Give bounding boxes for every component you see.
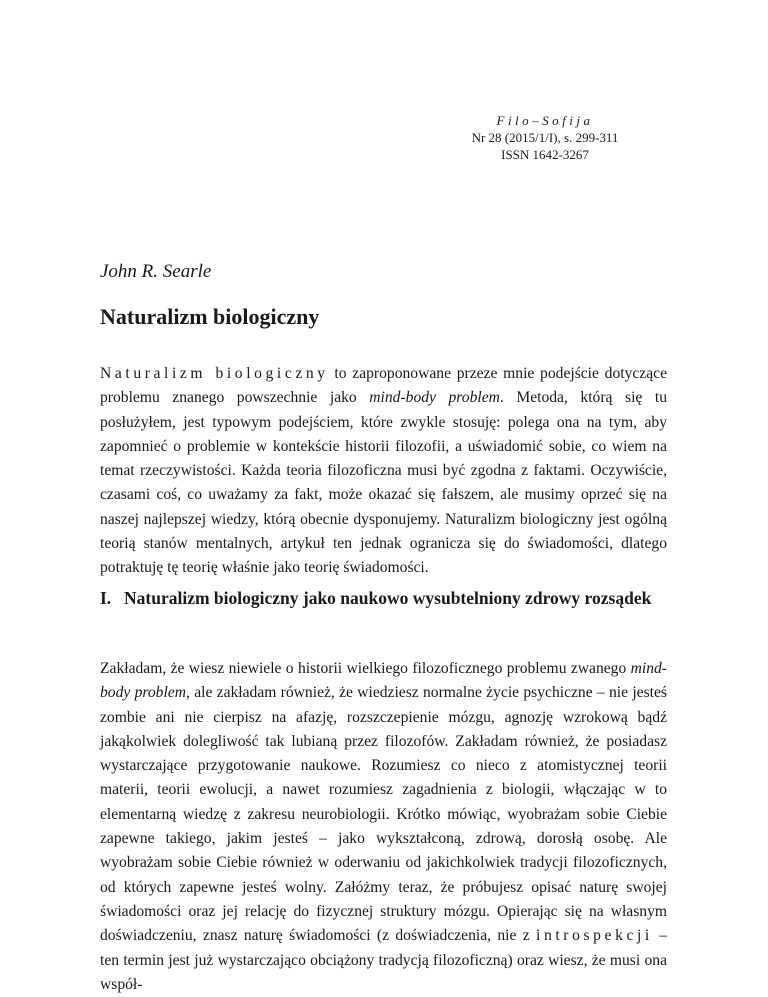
- section-text-2: , ale zakładam również, że wiedziesz normalne życie psychiczne – nie jesteś zombie ani nie cierpisz na afazję, rozszczepienie mózgu, agnozję wzrokową bądź jakąkolwiek dolegliwość tak lubianą przez filozofów. Zakładam również, że posiadasz wystarczające przygotowanie naukowe. Rozumiesz co nieco z atomistycznej teorii materii, teorii ewolucji, a nawet rozumiesz zagadnienia z biologii, włączając w to elementarną wiedzę z zakresu neurobiologii. Krótko mówiąc, wyobrażam sobie Ciebie zapewne takiego, jakim jesteś – jako wykształconą, zdrową, dorosłą osobę. Ale wyobrażam sobie Ciebie również w oderwaniu od jakichkolwiek tradycji filozoficznych, od których zapewne jesteś wolny. Załóżmy teraz, że próbujesz opisać naturę swojej świadomości oraz jej relację do fizycznej struktury mózgu. Opierając się na własnym doświadczeniu, znasz naturę świadomości (z doświadczenia, nie z: [100, 684, 667, 945]
- section-heading: [100, 587, 667, 610]
- section-text-3: – ten termin jest już wystarczająco obciążony tradycją filozoficzną) oraz wiesz, że musi ona współ-: [100, 927, 667, 993]
- intro-text-2: . Metoda, którą się tu posłużyłem, jest typowym podejściem, które zwykle stosuję: polega ona na tym, aby zapomnieć o problemie w kontekście historii filozofii, a uświadomić sobie, co wiem na temat rzeczywistości. Każda teoria filozoficzna musi być zgodna z faktami. Oczywiście, czasami coś, co uważamy za fakt, może okazać się fałszem, ale musimy oprzeć się na naszej najlepszej wiedzy, którą obecnie dysponujemy. Naturalizm biologiczny jest ogólną teorią stanów mentalnych, artykuł ten jednak ogranicza się do świadomości, dlatego potraktuję tę teorię właśnie jako teorię świadomości.: [100, 389, 667, 577]
- intro-text-1: to zaproponowane przeze mnie podejście dotyczące problemu znanego powszechnie jako: [100, 365, 667, 407]
- term-introspection: introspekcji: [536, 927, 653, 945]
- section-text-1: Zakładam, że wiesz niewiele o historii wielkiego filozoficznego problemu zwanego: [100, 660, 631, 677]
- journal-issn: ISSN 1642-3267: [501, 147, 589, 162]
- section-heading-text: Naturalizm biologiczny jako naukowo wysubtelniony zdrowy rozsądek: [124, 588, 652, 608]
- section-number: I.: [100, 588, 112, 608]
- article-author: John R. Searle: [100, 261, 212, 282]
- intro-paragraph: [100, 362, 667, 581]
- journal-info: [440, 112, 650, 163]
- journal-name: Filo–Sofija: [496, 113, 594, 128]
- term-biological-naturalism: Naturalizm biologiczny: [100, 365, 329, 382]
- section-paragraph: [100, 657, 667, 997]
- article-title: Naturalizm biologiczny: [100, 304, 320, 329]
- term-mind-body-problem-2: mind-body problem: [100, 660, 667, 702]
- term-mind-body-problem: mind-body problem: [369, 389, 500, 407]
- journal-issue: Nr 28 (2015/1/I), s. 299-311: [471, 130, 619, 145]
